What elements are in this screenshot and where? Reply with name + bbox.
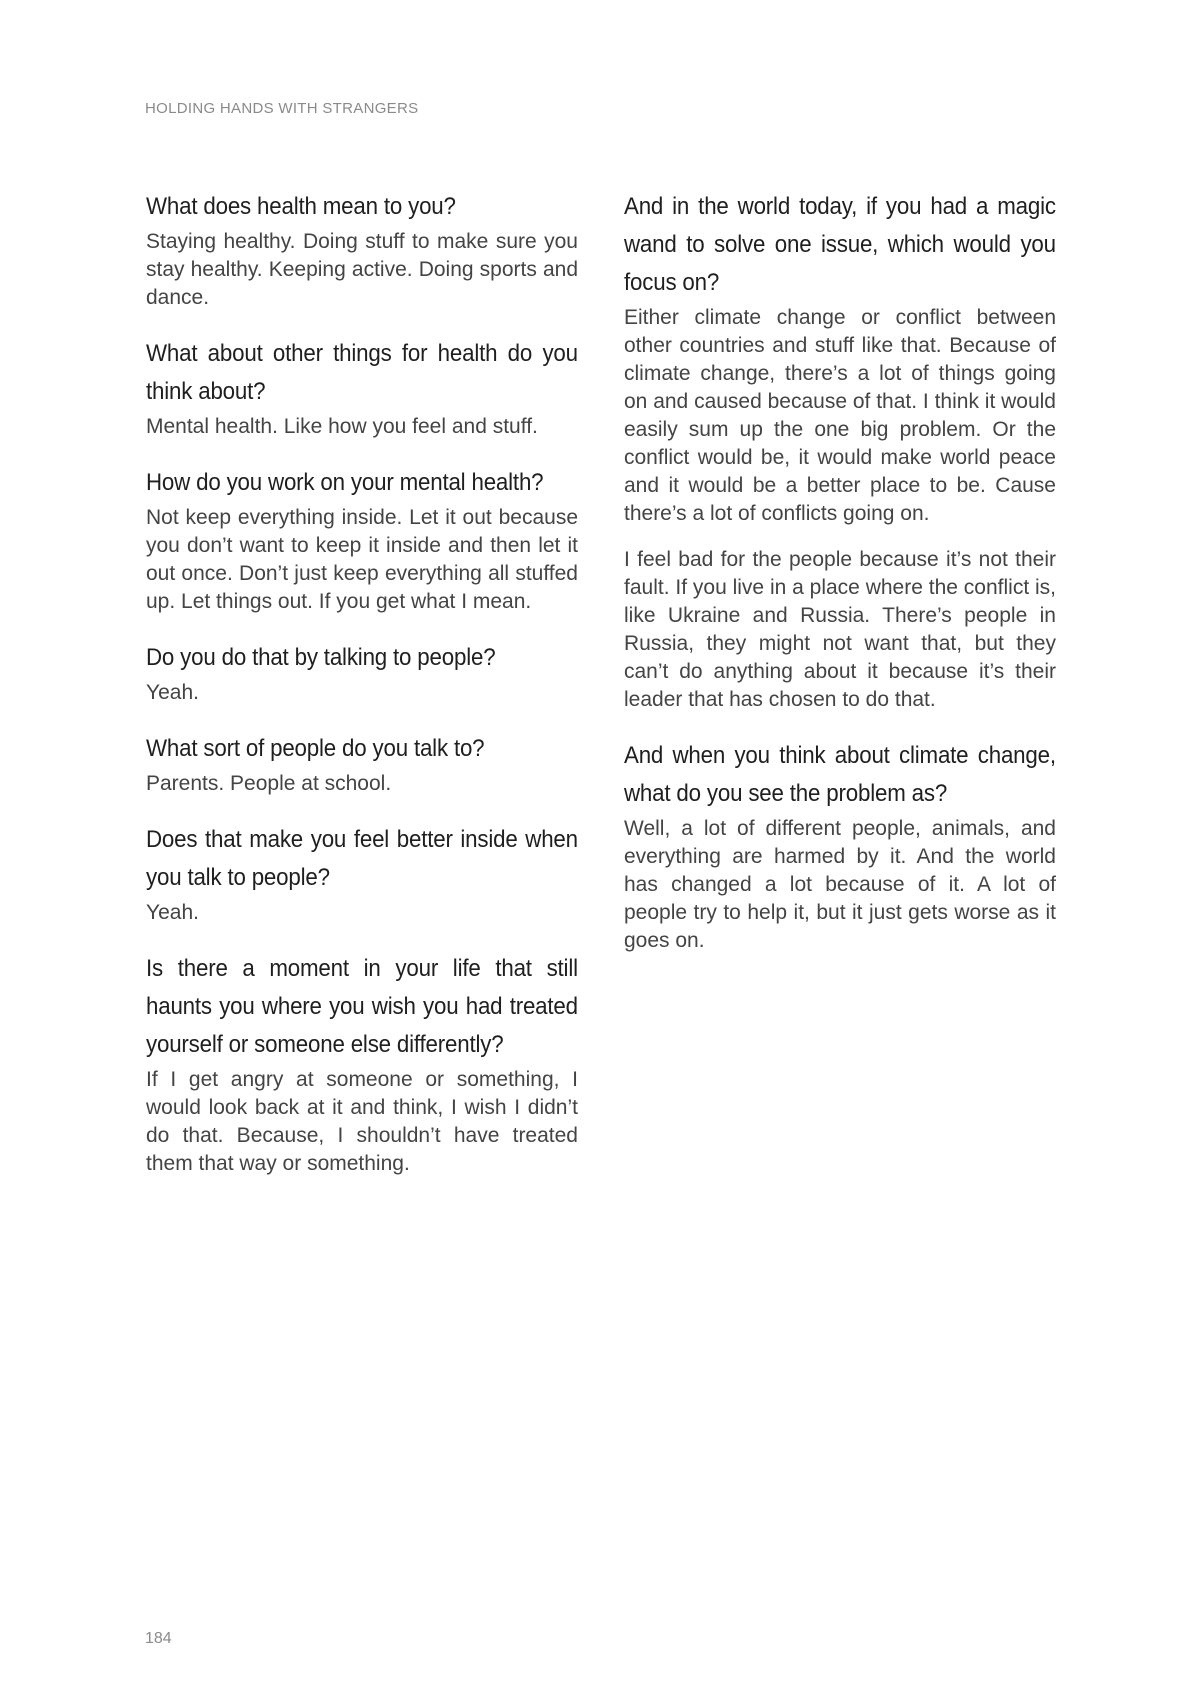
answer: I feel bad for the people because it’s not their fault. If you live in a place where the conflict is, like Ukraine and Russia. There’s people in Russia, they might not want that, but they can’t do anything about it because it’s their leader that has chosen to do that.: [624, 548, 1056, 711]
answer: Staying healthy. Doing stuff to make sure you stay healthy. Keeping active. Doing sports and dance.: [146, 230, 578, 309]
answer: Mental health. Like how you feel and stuff.: [146, 415, 538, 438]
page-number: 184: [145, 1630, 172, 1647]
qa-block: [146, 821, 578, 927]
question: Is there a moment in your life that still haunts you where you wish you had treated yourself or someone else differently?: [146, 955, 578, 1058]
question: What sort of people do you talk to?: [146, 735, 485, 762]
question: Does that make you feel better inside when you talk to people?: [146, 826, 578, 891]
answer: Yeah.: [146, 901, 199, 924]
question: What about other things for health do you think about?: [146, 340, 578, 405]
answer: Either climate change or conflict between other countries and stuff like that. Because of climate change, there’s a lot of things going on and caused because of that. I think it would easily sum up the one big problem. Or the conflict would be, it would make world peace and it would be a better place to be. Cause there’s a lot of conflicts going on.: [624, 306, 1056, 525]
question: What does health mean to you?: [146, 193, 456, 220]
qa-block: [146, 188, 578, 312]
right-column: [624, 188, 1056, 978]
qa-block: [146, 639, 578, 707]
left-column: [146, 188, 578, 1201]
question: Do you do that by talking to people?: [146, 644, 496, 671]
qa-block: [624, 188, 1056, 714]
running-header: HOLDING HANDS WITH STRANGERS: [145, 100, 419, 117]
answer: If I get angry at someone or something, I would look back at it and think, I wish I didn’t do that. Because, I shouldn’t have treated them that way or something.: [146, 1068, 578, 1175]
answer: Yeah.: [146, 681, 199, 704]
question: How do you work on your mental health?: [146, 469, 544, 496]
qa-block: [146, 335, 578, 441]
answer: Parents. People at school.: [146, 772, 392, 795]
question: And when you think about climate change, what do you see the problem as?: [624, 742, 1056, 807]
answer: Well, a lot of different people, animals, and everything are harmed by it. And the world has changed a lot because of it. A lot of people try to help it, but it just gets worse as it goes on.: [624, 817, 1056, 952]
qa-block: [146, 950, 578, 1178]
question: And in the world today, if you had a magic wand to solve one issue, which would you focus on?: [624, 193, 1056, 296]
qa-block: [624, 737, 1056, 955]
qa-block: [146, 730, 578, 798]
qa-block: [146, 464, 578, 616]
answer: Not keep everything inside. Let it out because you don’t want to keep it inside and then let it out once. Don’t just keep everything all stuffed up. Let things out. If you get what I mean.: [146, 506, 578, 613]
